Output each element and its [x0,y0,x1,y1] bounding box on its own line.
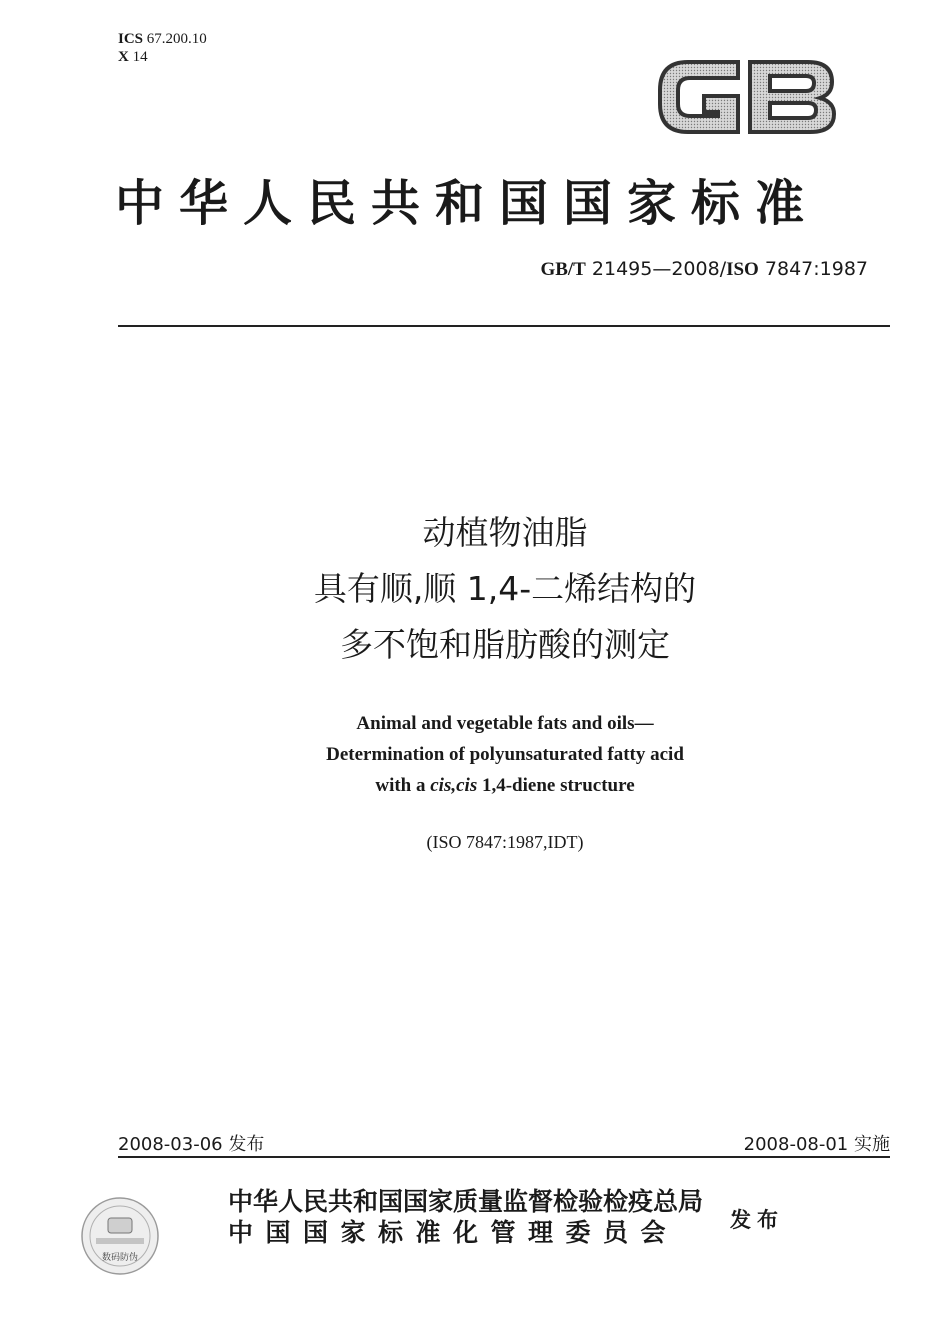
ics-line [118,30,207,48]
footer-divider [118,1156,890,1158]
ccs-label: X [118,49,129,65]
gb-standard-logo [648,42,844,152]
en-line3-pre: with a [375,775,431,796]
chinese-title [0,505,950,673]
cn-title-line-3: 多不饱和脂肪酸的测定 [340,625,670,664]
ccs-code: 14 [132,49,148,65]
iso-number: 7847:1987 [764,258,868,280]
release-label: 发布 [730,1207,784,1232]
en-title-line-1: Animal and vegetable fats and oils— [356,713,654,734]
ics-label: ICS [118,31,144,47]
ccs-line [118,48,207,66]
cn-title-line-2: 具有顺,顺 1,4-二烯结构的 [313,569,697,608]
std-number: 21495—2008 [591,258,720,280]
issue-date: 2008-03-06 发布 [118,1134,265,1155]
ics-code: 67.200.10 [146,31,207,47]
seal-icon [80,1196,160,1276]
en-title-line-2: Determination of polyunsaturated fatty acid [326,744,684,765]
std-prefix: GB/T [540,259,586,280]
english-title [0,708,950,801]
cn-title-line-1: 动植物油脂 [422,513,588,552]
ics-block [118,30,207,66]
en-title-line-3 [0,770,950,801]
header-divider [118,325,890,327]
national-standard-title: 中华人民共和国国家标准 [115,175,820,232]
anti-counterfeit-seal [80,1196,160,1276]
en-line3-italic: cis,cis [430,775,478,796]
gb-logo-icon [648,42,844,152]
seal-caption: 数码防伪 [101,1253,139,1263]
std-slash: / [719,258,727,280]
issuing-authorities [228,1186,703,1248]
en-line3-post: 1,4-diene structure [477,775,635,796]
issuer-line-1: 中华人民共和国国家质量监督检验检疫总局 [228,1187,704,1216]
implementation-date: 2008-08-01 实施 [743,1134,890,1155]
issuer-line-2: 中国国家标准化管理委员会 [228,1218,679,1247]
adoption-note: (ISO 7847:1987,IDT) [426,832,584,852]
iso-prefix: ISO [726,259,759,280]
standard-number [540,258,868,281]
